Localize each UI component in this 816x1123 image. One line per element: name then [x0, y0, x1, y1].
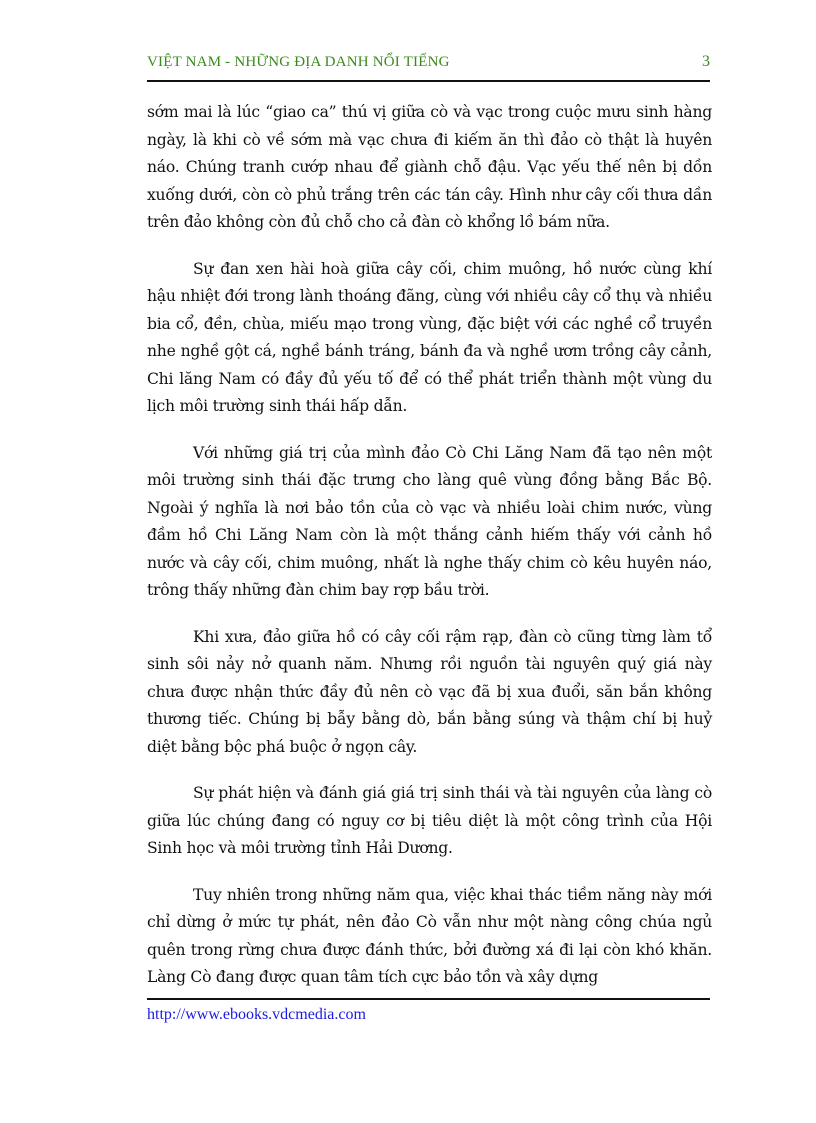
body-text — [147, 99, 712, 1011]
running-title: VIỆT NAM - NHỮNG ĐỊA DANH NỔI TIẾNG — [147, 54, 450, 70]
paragraph: Sự đan xen hài hoà giữa cây cối, chim muông, hồ nước cùng khí hậu nhiệt đới trong lành thoáng đãng, cùng với nhiều cây cổ thụ và nhiều bia cổ, đền, chùa, miếu mạo trong vùng, đặc biệt với các nghề cổ truyền nhe nghề gột cá, nghề bánh tráng, bánh đa và nghề ươm trồng cây cảnh, Chi lăng Nam có đầy đủ yếu tố để có thể phát triển thành một vùng du lịch môi trường sinh thái hấp dẫn. — [147, 259, 712, 415]
paragraph: Khi xưa, đảo giữa hồ có cây cối rậm rạp, đàn cò cũng từng làm tổ sinh sôi nảy nở quanh năm. Nhưng rồi nguồn tài nguyên quý giá này chưa được nhận thức đầy đủ nên cò vạc đã bị xua đuổi, săn bắn không thương tiếc. Chúng bị bẫy bằng dò, bắn bằng súng và thậm chí bị huỷ diệt bằng bộc phá buộc ở ngọn cây. — [147, 627, 712, 756]
footer-link[interactable]: http://www.ebooks.vdcmedia.com — [147, 1006, 366, 1023]
paragraph: Tuy nhiên trong những năm qua, việc khai thác tiềm năng này mới chỉ dừng ở mức tự phát, nên đảo Cò vẫn như một nàng công chúa ngủ quên trong rừng chưa được đánh thức, bởi đường xá đi lại còn khó khăn. Làng Cò đang được quan tâm tích cực bảo tồn và xây dựng — [147, 885, 712, 986]
footer-divider — [147, 998, 710, 1000]
paragraph: Sự phát hiện và đánh giá giá trị sinh thái và tài nguyên của làng cò giữa lúc chúng đang có nguy cơ bị tiêu diệt là một công trình của Hội Sinh học và môi trường tỉnh Hải Dương. — [147, 784, 712, 857]
page-header — [147, 50, 710, 82]
page-number: 3 — [702, 53, 710, 70]
paragraph: sớm mai là lúc “giao ca” thú vị giữa cò và vạc trong cuộc mưu sinh hàng ngày, là khi cò về sớm mà vạc chưa đi kiếm ăn thì đảo cò thật là huyên náo. Chúng tranh cướp nhau để giành chỗ đậu. Vạc yếu thế nên bị dồn xuống dưới, còn cò phủ trắng trên các tán cây. Hình như cây cối thưa dần trên đảo không còn đủ chỗ cho cả đàn cò khổng lồ bám nữa. — [147, 103, 712, 231]
paragraph: Với những giá trị của mình đảo Cò Chi Lăng Nam đã tạo nên một môi trường sinh thái đặc trưng cho làng quê vùng đồng bằng Bắc Bộ. Ngoài ý nghĩa là nơi bảo tồn của cò vạc và nhiều loài chim nước, vùng đầm hồ Chi Lăng Nam còn là một thắng cảnh hiếm thấy với cảnh hồ nước và cây cối, chim muông, nhất là nghe thấy chim cò kêu huyên náo, trông thấy những đàn chim bay rợp bầu trời. — [147, 443, 712, 599]
